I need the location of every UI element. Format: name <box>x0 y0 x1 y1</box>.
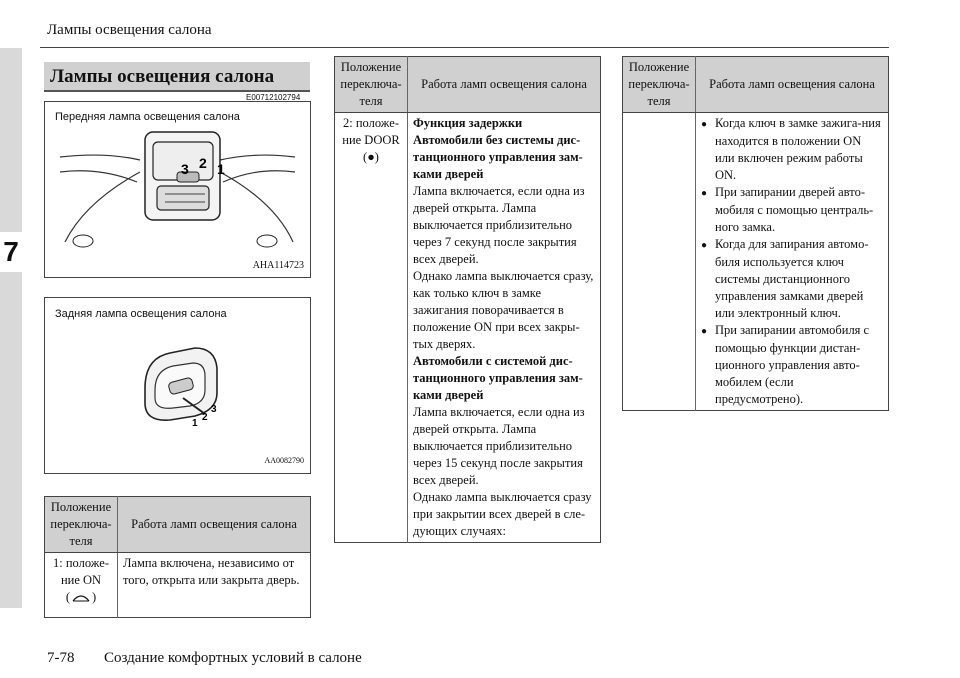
with-remote-text: Лампа включается, если одна из дверей открыта. Лампа выключается приблизительно через 15 секунд после закрытия всех дверей. <box>413 405 585 487</box>
list-item: ● Когда для запирания автомо-биля используется ключ системы дистанционного управления замками дверей или электронный ключ. <box>701 236 883 322</box>
cases-list <box>696 113 889 411</box>
col-position-header: Положение переключа-теля <box>45 497 118 553</box>
running-header: Лампы освещения салона <box>47 22 212 38</box>
switch-table-2 <box>334 56 601 543</box>
position-on-label: 1: положе-ние ON <box>53 556 109 587</box>
front-lamp-figure <box>44 101 311 278</box>
col-operation-header: Работа ламп освещения салона <box>696 57 889 113</box>
delay-function-heading: Функция задержки <box>413 116 523 130</box>
list-item: ● Когда ключ в замке зажига-ния находится в положении ON или включен режим работы ON. <box>701 115 883 184</box>
front-figure-code: AHA114723 <box>252 260 304 271</box>
rear-label-3: 3 <box>211 404 217 415</box>
position-door-label: 2: положе-ние DOOR <box>342 116 400 147</box>
list-item: ● При запирании автомобиля с помощью функции дистан-ционного управления авто-мобилем (если предусмотрено). <box>701 322 883 408</box>
rear-figure-code: AA0082790 <box>264 456 304 465</box>
header-rule <box>40 47 889 48</box>
with-remote-text-2: Однако лампа выключается сразу при закрытии всех дверей в сле-дующих случаях: <box>413 490 592 538</box>
front-lamp-caption: Передняя лампа освещения салона <box>55 111 240 123</box>
rear-lamp-figure <box>44 297 311 474</box>
position-door-cell <box>335 113 408 543</box>
dot-icon: (●) <box>363 150 379 164</box>
switch-table-1 <box>44 496 311 618</box>
front-label-1: 1 <box>217 161 225 177</box>
front-label-2: 2 <box>199 155 207 171</box>
without-remote-text-2: Однако лампа выключается сразу, как только ключ в замке зажигания поворачивается в положение ON при всех закры-тых дверях. <box>413 269 594 351</box>
page-number: 7-78 <box>47 650 75 666</box>
switch-table-3 <box>622 56 889 411</box>
chapter-side-tab <box>0 48 22 608</box>
page-footer <box>47 650 362 667</box>
rear-label-1: 1 <box>192 418 198 429</box>
rear-lamp-illustration <box>45 298 310 473</box>
section-title: Лампы освещения салона <box>44 62 310 92</box>
section-code: E00712102794 <box>246 93 301 102</box>
chapter-number: 7 <box>0 232 22 272</box>
position-continued-cell <box>623 113 696 411</box>
position-on-description: Лампа включена, независимо от того, открыта или закрыта дверь. <box>123 556 300 587</box>
col-operation-header: Работа ламп освещения салона <box>118 497 311 553</box>
col-operation-header: Работа ламп освещения салона <box>408 57 601 113</box>
without-remote-text: Лампа включается, если одна из дверей открыта. Лампа выключается приблизительно через 7 секунд после закрытия всех дверей. <box>413 184 585 266</box>
list-item: ● При запирании дверей авто-мобиля с помощью централь-ного замка. <box>701 184 883 236</box>
rear-label-2: 2 <box>202 412 208 423</box>
with-remote-heading: Автомобили с системой дис-танционного управления зам-ками дверей <box>413 354 583 402</box>
position-on-cell <box>45 553 118 618</box>
front-label-3: 3 <box>181 161 189 177</box>
col-position-header: Положение переключа-теля <box>623 57 696 113</box>
front-lamp-illustration <box>45 102 310 277</box>
without-remote-heading: Автомобили без системы дис-танционного управления зам-ками дверей <box>413 133 583 181</box>
position-door-description <box>408 113 601 543</box>
footer-section: Создание комфортных условий в салоне <box>104 650 362 666</box>
rear-lamp-caption: Задняя лампа освещения салона <box>55 308 227 320</box>
col-position-header: Положение переключа-теля <box>335 57 408 113</box>
lamp-on-icon: ( ) <box>65 590 97 604</box>
